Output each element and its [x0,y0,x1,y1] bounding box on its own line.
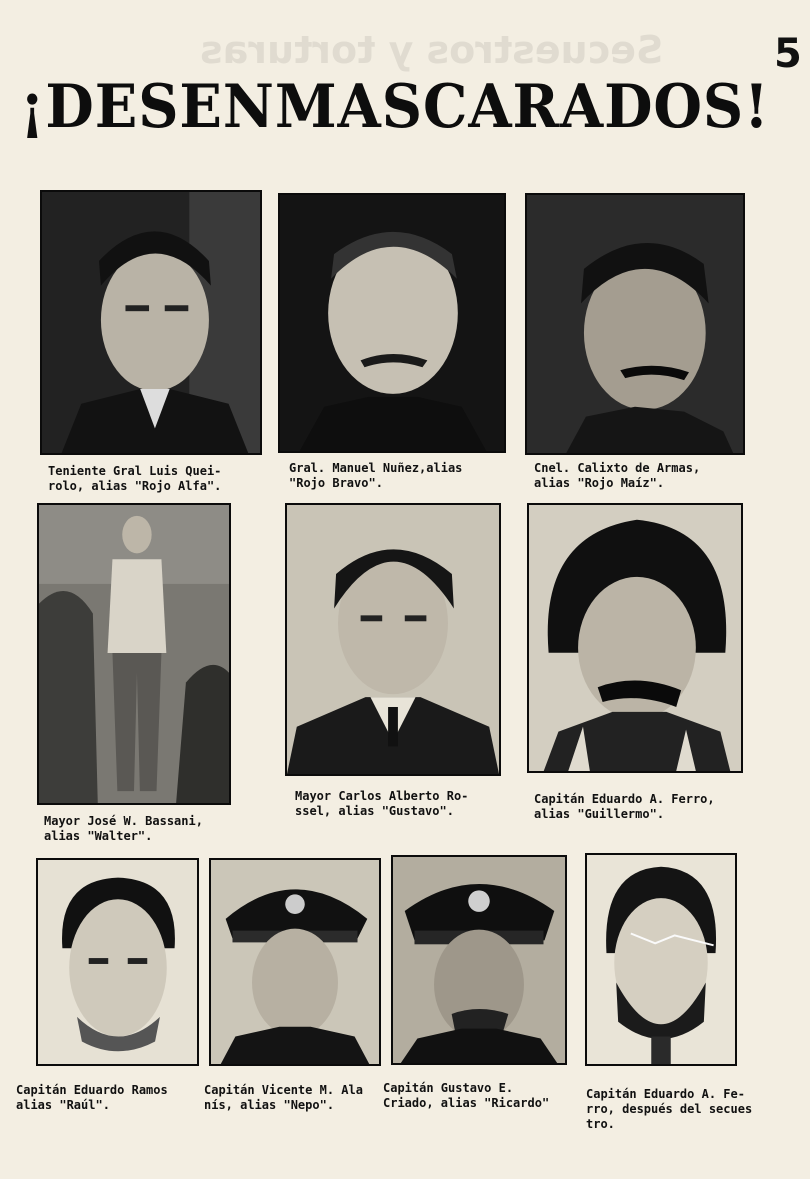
page-title: ¡DESENMASCARADOS! [20,72,770,142]
portrait-photo-ferro-after-kidnapping [585,853,737,1066]
photo-bassani [37,503,231,805]
caption-criado: Capitán Gustavo E. Criado, alias "Ricardo" [383,1081,550,1110]
caption-bassani: Mayor José W. Bassani, alias "Walter". [44,814,203,843]
portrait-photo-ferro [527,503,743,773]
caption-ferro-after-kidnapping: Capitán Eduardo A. Fe- rro, después del secues tro. [586,1087,753,1131]
portrait-photo-de-armas [525,193,745,455]
bleed-through-text: Secuestros y torturas [200,28,664,72]
caption-rossel: Mayor Carlos Alberto Ro- ssel, alias "Gustavo". [295,789,469,818]
portrait-photo-rossel [285,503,501,776]
page-number: 5 [774,31,802,77]
caption-alanis: Capitán Vicente M. Ala nís, alias "Nepo". [204,1083,363,1112]
portrait-photo-queirolo [40,190,262,455]
caption-ferro: Capitán Eduardo A. Ferro, alias "Guillermo". [534,792,715,821]
caption-nunez: Gral. Manuel Nuñez,alias "Rojo Bravo". [289,461,463,490]
portrait-photo-nunez [278,193,506,453]
portrait-photo-alanis [209,858,381,1066]
caption-queirolo: Teniente Gral Luis Quei- rolo, alias "Rojo Alfa". [48,464,222,493]
caption-ramos: Capitán Eduardo Ramos alias "Raúl". [16,1083,168,1112]
portrait-photo-ramos [36,858,199,1066]
caption-de-armas: Cnel. Calixto de Armas, alias "Rojo Maíz". [534,461,701,490]
portrait-photo-criado [391,855,567,1065]
